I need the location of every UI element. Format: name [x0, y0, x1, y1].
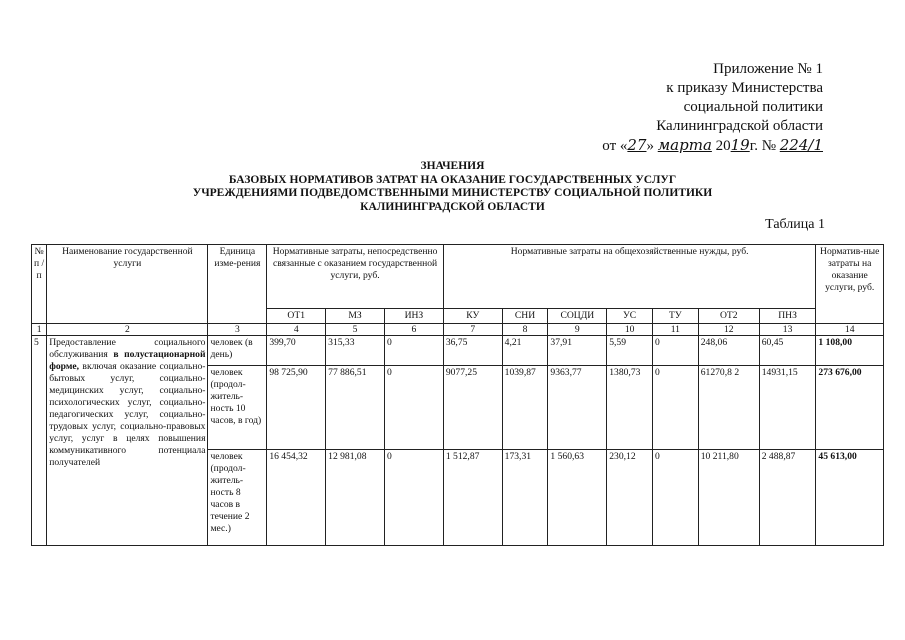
heading-line-2: БАЗОВЫХ НОРМАТИВОВ ЗАТРАТ НА ОКАЗАНИЕ ГОСУДАРСТВЕННЫХ УСЛУГ — [228, 173, 677, 186]
socdi-cell: 37,91 — [548, 336, 607, 366]
column-number: 1 — [32, 324, 47, 336]
ot2-cell: 10 211,80 — [698, 450, 759, 546]
service-number: 5 — [32, 336, 47, 546]
column-number-row — [32, 324, 884, 336]
subheader-cell: УС — [607, 309, 653, 324]
column-number: 13 — [759, 324, 816, 336]
date-prefix: от « — [602, 138, 628, 154]
socdi-cell: 1 560,63 — [548, 450, 607, 546]
appendix-line-1: Приложение № 1 — [713, 61, 823, 77]
ku-cell: 1 512,87 — [443, 450, 502, 546]
appendix-line-3: социальной политики — [683, 99, 823, 115]
table-label: Таблица 1 — [765, 217, 825, 232]
pnz-cell: 2 488,87 — [759, 450, 816, 546]
heading-line-1: ЗНАЧЕНИЯ — [420, 160, 485, 172]
header-unit: Единица изме-рения — [208, 245, 267, 324]
pnz-cell: 60,45 — [759, 336, 816, 366]
ku-cell: 36,75 — [443, 336, 502, 366]
us-cell: 5,59 — [607, 336, 653, 366]
socdi-cell: 9363,77 — [548, 366, 607, 450]
date-year-suffix: 19 — [730, 136, 750, 154]
column-number: 7 — [443, 324, 502, 336]
service-name-bold: в полустационарной форме, — [49, 349, 206, 372]
column-number: 14 — [816, 324, 884, 336]
date-day: 27 — [627, 136, 647, 154]
subheader-cell: МЗ — [326, 309, 385, 324]
heading-line-4: КАЛИНИНГРАДСКОЙ ОБЛАСТИ — [360, 200, 545, 213]
order-number: 224/1 — [779, 136, 823, 154]
tu-cell: 0 — [652, 336, 698, 366]
ot2-cell: 61270,8 2 — [698, 366, 759, 450]
appendix-block — [602, 60, 823, 156]
subheader-cell: ОТ2 — [698, 309, 759, 324]
unit-cell: человек (в день) — [208, 336, 267, 366]
date-mid: » — [646, 138, 654, 154]
inz-cell: 0 — [384, 450, 443, 546]
header-name: Наименование государственной услуги — [47, 245, 208, 324]
inz-cell: 0 — [384, 336, 443, 366]
column-number: 6 — [384, 324, 443, 336]
ot1-cell: 399,70 — [267, 336, 326, 366]
norms-table — [31, 244, 884, 546]
sni-cell: 1039,87 — [502, 366, 548, 450]
tu-cell: 0 — [652, 366, 698, 450]
ot2-cell: 248,06 — [698, 336, 759, 366]
subheader-cell: КУ — [443, 309, 502, 324]
header-num: № п /п — [32, 245, 47, 324]
inz-cell: 0 — [384, 366, 443, 450]
subheader-cell: ОТ1 — [267, 309, 326, 324]
date-month: марта — [657, 136, 712, 154]
us-cell: 230,12 — [607, 450, 653, 546]
column-number: 8 — [502, 324, 548, 336]
unit-cell: человек (продол-житель-ность 8 часов в течение 2 мес.) — [208, 450, 267, 546]
subheader-cell: СОЦДИ — [548, 309, 607, 324]
column-number: 9 — [548, 324, 607, 336]
subheader-cell: ПНЗ — [759, 309, 816, 324]
subheader-cell: ИНЗ — [384, 309, 443, 324]
heading-line-3: УЧРЕЖДЕНИЯМИ ПОДВЕДОМСТВЕННЫМИ МИНИСТЕРСТВУ СОЦИАЛЬНОЙ ПОЛИТИКИ — [192, 187, 713, 199]
document-heading — [0, 160, 905, 214]
total-cell: 45 613,00 — [816, 450, 884, 546]
pnz-cell: 14931,15 — [759, 366, 816, 450]
date-g: г. № — [749, 138, 777, 154]
subheader-cell: ТУ — [652, 309, 698, 324]
header-direct-costs: Нормативные затраты, непосредственно связанные с оказанием государственной услуги, руб. — [267, 245, 444, 309]
appendix-line-4: Калининградской области — [656, 118, 823, 134]
sni-cell: 173,31 — [502, 450, 548, 546]
ot1-cell: 16 454,32 — [267, 450, 326, 546]
column-number: 4 — [267, 324, 326, 336]
service-name-part-2: включая оказание социально-бытовых услуг, социально-медицинских услуг, социально-психологических услуг, социально-педагогических услуг, социально-трудовых услуг, социально-правовых услуг, услуг в целях повышения коммуникативного потенциала получателей — [49, 361, 206, 468]
tu-cell: 0 — [652, 450, 698, 546]
column-number: 5 — [326, 324, 385, 336]
total-cell: 1 108,00 — [816, 336, 884, 366]
mz-cell: 77 886,51 — [326, 366, 385, 450]
column-number: 3 — [208, 324, 267, 336]
mz-cell: 12 981,08 — [326, 450, 385, 546]
date-year-prefix: 20 — [715, 138, 731, 154]
us-cell: 1380,73 — [607, 366, 653, 450]
ot1-cell: 98 725,90 — [267, 366, 326, 450]
column-number: 10 — [607, 324, 653, 336]
subheader-cell: СНИ — [502, 309, 548, 324]
column-number: 2 — [47, 324, 208, 336]
table-row — [32, 336, 884, 366]
service-name — [47, 336, 208, 546]
header-total: Норматив-ные затраты на оказание услуги, руб. — [816, 245, 884, 324]
mz-cell: 315,33 — [326, 336, 385, 366]
header-general-costs: Нормативные затраты на общехозяйственные нужды, руб. — [443, 245, 816, 309]
sni-cell: 4,21 — [502, 336, 548, 366]
appendix-line-2: к приказу Министерства — [666, 80, 823, 96]
column-number: 12 — [698, 324, 759, 336]
unit-cell: человек (продол-житель-ность 10 часов, в год) — [208, 366, 267, 450]
column-number: 11 — [652, 324, 698, 336]
service-name-part-1: Предоставление социального обслуживания — [49, 337, 206, 360]
total-cell: 273 676,00 — [816, 366, 884, 450]
ku-cell: 9077,25 — [443, 366, 502, 450]
appendix-date-line — [602, 136, 823, 156]
